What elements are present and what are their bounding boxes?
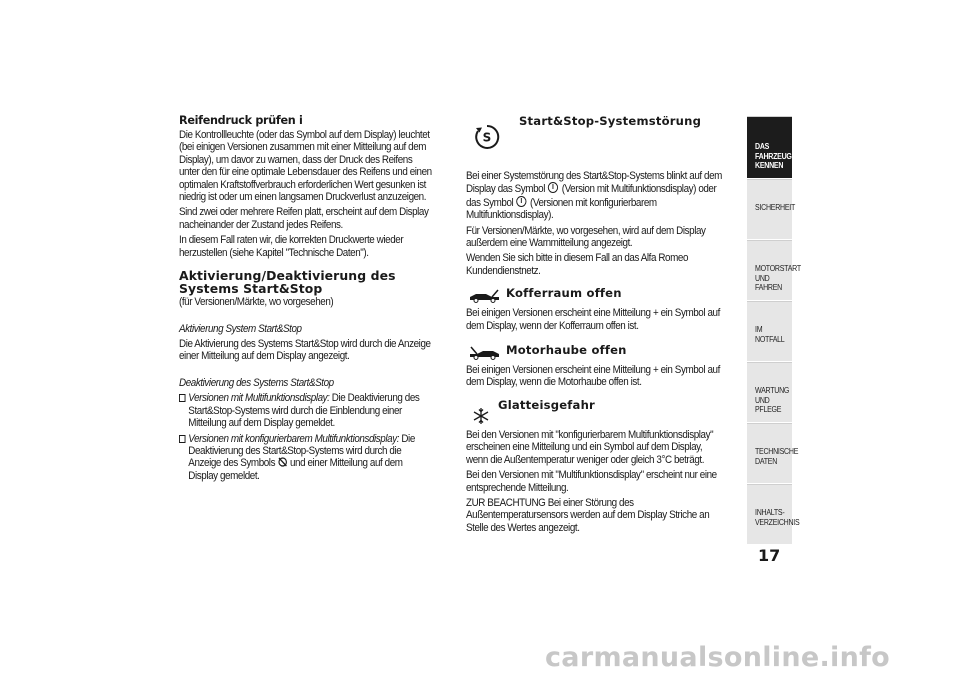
bullet-configurable-text-b: und einer Mitteilung auf dem Display gemeldet. bbox=[188, 457, 403, 482]
bullet-multifunction bbox=[179, 392, 432, 429]
tab-label: TECHNISCHE DATEN bbox=[755, 447, 799, 466]
watermark: carmanualsonline.info bbox=[545, 642, 891, 673]
ice-paragraph-3: ZUR BEACHTUNG Bei einer Störung des Außentemperatursensors werden auf dem Display Striche an Stelle des Wertes angezeigt. bbox=[466, 496, 710, 534]
start-stop-fault-icon bbox=[474, 124, 500, 150]
hood-text: Bei einigen Versionen erscheint eine Mitteilung + ein Symbol auf dem Display, wenn die Motorhaube offen ist. bbox=[466, 364, 720, 389]
fault-header bbox=[466, 114, 742, 166]
left-column bbox=[179, 114, 451, 485]
tire-pressure-paragraph-2: Sind zwei oder mehrere Reifen platt, erscheint auf dem Display nacheinander der Zustand jedes Reifens. bbox=[179, 206, 429, 231]
tab-das-fahrzeug-kennen[interactable] bbox=[747, 116, 792, 178]
ice-paragraph-2: Bei den Versionen mit "Multifunktionsdisplay" erscheint nur eine entsprechende Mitteilung. bbox=[466, 469, 717, 494]
bullet-multifunction-text: Die Deaktivierung des Start&Stop-Systems wird durch die Einblendung einer Mitteilung auf dem Display gemeldet. bbox=[188, 392, 420, 430]
fault-icon-letter: S bbox=[482, 130, 492, 145]
activation-subheading: Aktivierung System Start&Stop bbox=[179, 322, 302, 335]
tab-motorstart-und-fahren[interactable] bbox=[747, 240, 801, 300]
hood-heading: Motorhaube offen bbox=[506, 343, 627, 358]
ice-header bbox=[466, 399, 742, 429]
fault-heading: Start&Stop-Systemstörung bbox=[519, 114, 702, 128]
start-stop-small-icon bbox=[548, 182, 558, 193]
start-stop-alt-icon bbox=[517, 196, 527, 207]
start-stop-heading: Aktivierung/Deaktivierung des Systems Start&Stop bbox=[179, 268, 396, 296]
tab-im-notfall[interactable] bbox=[747, 301, 792, 361]
start-stop-note: (für Versionen/Märkte, wo vorgesehen) bbox=[179, 296, 334, 309]
fault-paragraph-1 bbox=[466, 170, 723, 222]
hood-open-icon bbox=[468, 346, 502, 360]
activation-text: Die Aktivierung des Systems Start&Stop wird durch die Anzeige einer Mitteilung auf dem Display angezeigt. bbox=[179, 338, 431, 363]
trunk-text: Bei einigen Versionen erscheint eine Mitteilung + ein Symbol auf dem Display, wenn der Kofferraum offen ist. bbox=[466, 307, 720, 332]
tab-label: SICHERHEIT bbox=[755, 203, 795, 212]
tab-inhaltsverzeichnis[interactable] bbox=[747, 484, 800, 544]
fault-text-c: (Versionen mit konfigurierbarem Multifunktionsdisplay). bbox=[466, 196, 657, 222]
snowflake-icon bbox=[472, 407, 490, 425]
tab-label: DAS FAHRZEUG KENNEN bbox=[755, 142, 792, 170]
ice-paragraph-1: Bei den Versionen mit "konfigurierbarem Multifunktionsdisplay" erscheinen eine Mitteilung und ein Symbol auf dem Display, wenn die Außentemperatur weniger oder gleich 3°C beträgt. bbox=[466, 428, 714, 466]
fault-text-b: (Version mit Multifunktionsdisplay) oder das Symbol bbox=[466, 183, 717, 209]
page-number: 17 bbox=[758, 546, 781, 565]
tire-pressure-paragraph-1: Die Kontrollleuchte (oder das Symbol auf dem Display) leuchtet (bei einigen Versionen zusammen mit einer Mitteilung auf dem Display), um davor zu warnen, dass der Druck des Reifens unter den für eine optimale Lebensdauer des Reifens und einen optimalen Kraftstoffverbrauch erforderlichen Wert gesunken ist niedrig ist oder um einen langsamen Druckverlust anzuzeigen. bbox=[179, 129, 432, 204]
tire-pressure-heading: Reifendruck prüfen i bbox=[179, 114, 303, 127]
trunk-open-icon bbox=[468, 289, 502, 303]
deactivation-subheading: Deaktivierung des Systems Start&Stop bbox=[179, 376, 334, 389]
fault-paragraph-2: Für Versionen/Märkte, wo vorgesehen, wird auf dem Display außerdem eine Warnmitteilung angezeigt. bbox=[466, 224, 706, 250]
bullet-configurable-label: Versionen mit konfigurierbarem Multifunktionsdisplay: bbox=[188, 432, 400, 445]
tab-label: INHALTS- VERZEICHNIS bbox=[755, 508, 800, 527]
hood-header bbox=[466, 344, 742, 364]
start-stop-off-icon bbox=[277, 457, 287, 467]
trunk-heading: Kofferraum offen bbox=[506, 286, 622, 301]
ice-heading: Glatteisgefahr bbox=[498, 397, 595, 412]
bullet-configurable bbox=[179, 433, 432, 483]
tab-label: MOTORSTART UND FAHREN bbox=[755, 264, 801, 292]
fault-text-a: Bei einer Systemstörung des Start&Stop-Systems blinkt auf dem Display das Symbol bbox=[466, 170, 722, 196]
trunk-header bbox=[466, 287, 742, 307]
tab-wartung-und-pflege[interactable] bbox=[747, 362, 792, 422]
bullet-multifunction-label: Versionen mit Multifunktionsdisplay: bbox=[188, 392, 330, 405]
tab-label: IM NOTFALL bbox=[755, 325, 785, 344]
tab-sicherheit[interactable] bbox=[747, 179, 795, 239]
tab-label: WARTUNG UND PFLEGE bbox=[755, 386, 790, 414]
fault-paragraph-3: Wenden Sie sich bitte in diesem Fall an das Alfa Romeo Kundendienstnetz. bbox=[466, 252, 689, 277]
bullet-configurable-text-a: Die Deaktivierung des Start&Stop-Systems wird durch die Anzeige des Symbols bbox=[188, 432, 415, 470]
tire-pressure-paragraph-3: In diesem Fall raten wir, die korrekten Druckwerte wieder herzustellen (siehe Kapitel "Technische Daten"). bbox=[179, 234, 404, 259]
right-column bbox=[466, 114, 742, 537]
tab-technische-daten[interactable] bbox=[747, 423, 799, 483]
